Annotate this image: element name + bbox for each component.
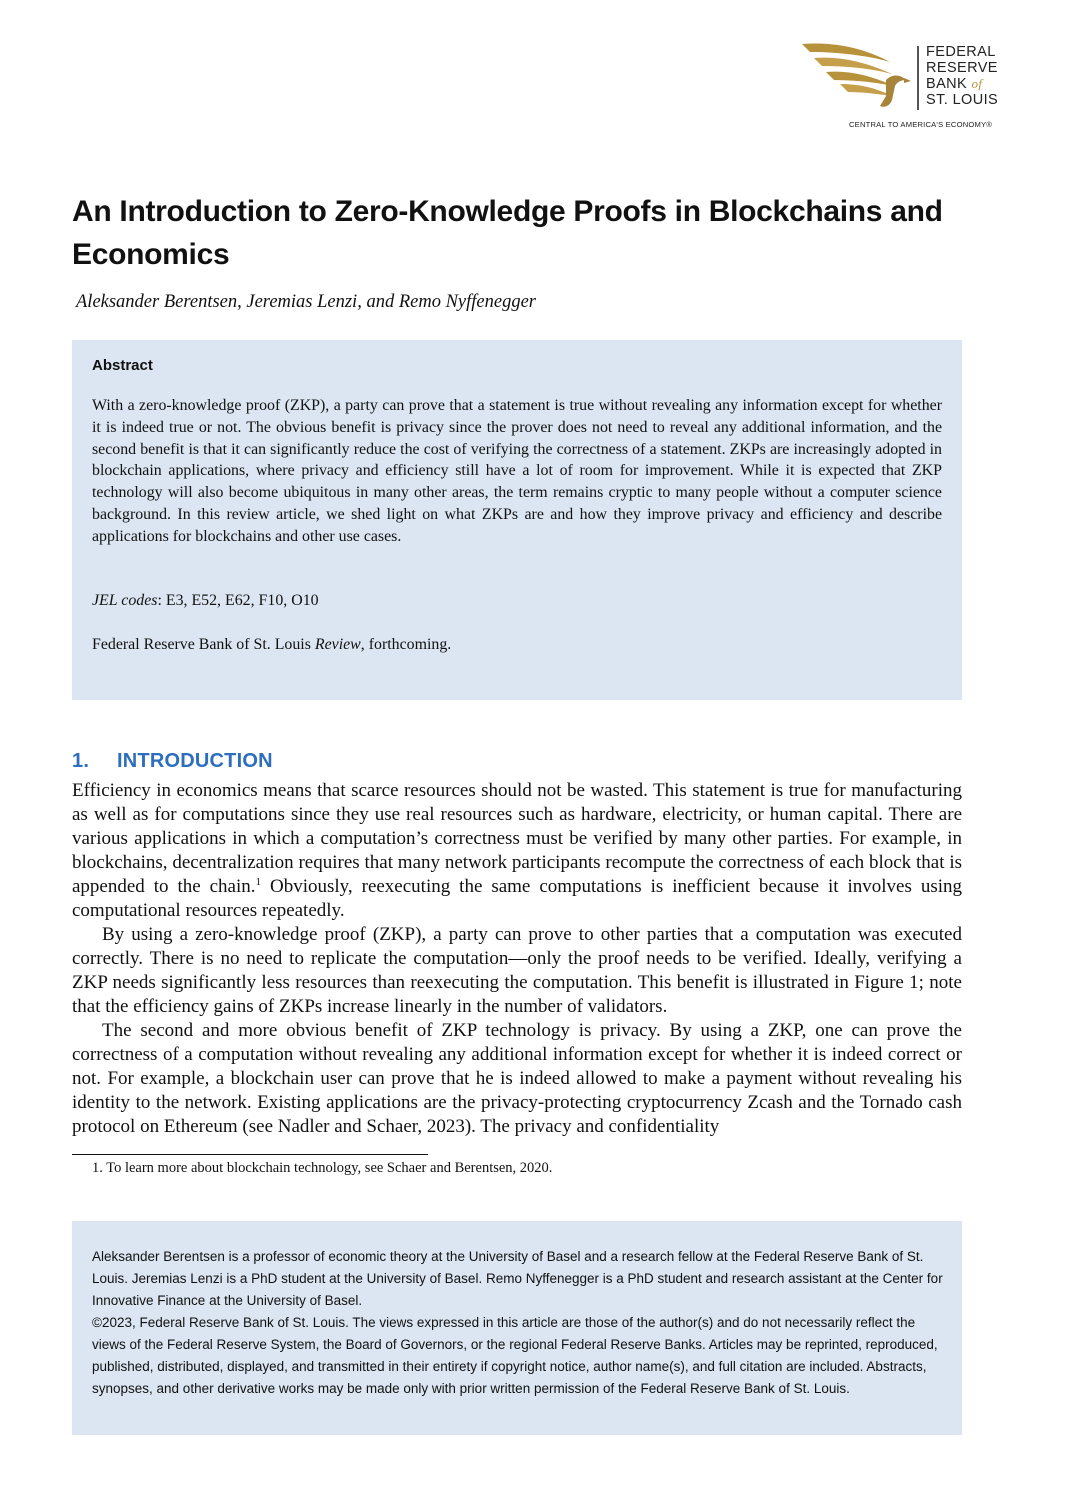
- jel-codes: [92, 592, 319, 610]
- logo-bank: BANK: [926, 76, 968, 92]
- jel-values: : E3, E52, E62, F10, O10: [157, 592, 319, 609]
- review-prefix: Federal Reserve Bank of St. Louis: [92, 636, 315, 653]
- logo-line-4: ST. LOUIS: [926, 91, 999, 108]
- introduction-body: [72, 779, 962, 1139]
- author-info-box: [72, 1221, 962, 1435]
- author-info: [92, 1246, 944, 1400]
- section-title: INTRODUCTION: [117, 750, 273, 772]
- paper-authors: Aleksander Berentsen, Jeremias Lenzi, and Remo Nyffenegger: [76, 292, 536, 312]
- eagle-logo-icon: [800, 40, 912, 110]
- paragraph-1-text-a: Efficiency in economics means that scarce resources should not be wasted. This statement is true for manufacturing as well as for computations since they use real resources such as hardware, electricity, or human capital. There are various applications in which a computation’s correctness must be verified by many other parties. For example, in blockchains, decentralization requires that many network participants recompute the correctness of each block that is appended to the chain.: [72, 780, 962, 897]
- review-suffix: , forthcoming.: [360, 636, 452, 653]
- footnote-1: 1. To learn more about blockchain technology, see Schaer and Berentsen, 2020.: [92, 1160, 553, 1176]
- author-bio: Aleksander Berentsen is a professor of economic theory at the University of Basel and a research fellow at the Federal Reserve Bank of St. Louis. Jeremias Lenzi is a PhD student at the University of Basel. Remo Nyffenegger is a PhD student and research assistant at the Center for Innovative Finance at the University of Basel.: [92, 1249, 943, 1308]
- logo-of: of: [971, 76, 983, 91]
- footnote-divider: [72, 1154, 428, 1155]
- paragraph-3: The second and more obvious benefit of ZKP technology is privacy. By using a ZKP, one can prove the correctness of a computation without revealing any additional information except for whether it is indeed correct or not. For example, a blockchain user can prove that he is indeed allowed to make a payment without revealing his identity to the network. Existing applications are the privacy-protecting cryptocurrency Zcash and the Tornado cash protocol on Ethereum (see Nadler and Schaer, 2023). The privacy and confidentiality: [72, 1020, 962, 1137]
- logo-line-3: [926, 76, 998, 93]
- logo-wordmark: [926, 45, 998, 108]
- review-note: [92, 636, 451, 654]
- paragraph-2: By using a zero-knowledge proof (ZKP), a party can prove to other parties that a computation was executed correctly. There is no need to replicate the computation—only the proof needs to be verified. Ideally, verifying a ZKP needs significantly less resources than reexecuting the computation. This benefit is illustrated in Figure 1; note that the efficiency gains of ZKPs increase linearly in the number of validators.: [72, 924, 962, 1017]
- paragraph-1: [72, 779, 962, 923]
- paragraph-1-text-b: Obviously, reexecuting the same computations is inefficient because it involves using computational resources repeatedly.: [72, 876, 963, 921]
- logo-line-1: FEDERAL: [926, 44, 996, 60]
- logo-line-2: RESERVE: [926, 59, 998, 76]
- section-heading-introduction: [72, 750, 273, 773]
- paper-title: An Introduction to Zero-Knowledge Proofs in Blockchains and Economics: [72, 195, 943, 271]
- copyright-notice: ©2023, Federal Reserve Bank of St. Louis. The views expressed in this article are those of the author(s) and do not necessarily reflect the views of the Federal Reserve System, the Board of Governors, or the regional Federal Reserve Banks. Articles may be reprinted, reproduced, published, distributed, displayed, and transmitted in their entirety if copyright notice, author name(s), and full citation are included. Abstracts, synopses, and other derivative works may be made only with prior written permission of the Federal Reserve Bank of St. Louis.: [92, 1315, 938, 1396]
- abstract-text: With a zero-knowledge proof (ZKP), a party can prove that a statement is true without revealing any information except for whether it is indeed true or not. The obvious benefit is privacy since the prover does not need to reveal any additional information, and the second benefit is that it can significantly reduce the cost of verifying the correctness of a statement. ZKPs are increasingly adopted in blockchain applications, where privacy and efficiency still have a lot of room for improvement. While it is expected that ZKP technology will also become ubiquitous in many other areas, the term remains cryptic to many people without a computer science background. In this review article, we shed light on what ZKPs are and how they improve privacy and efficiency and describe applications for blockchains and other use cases.: [92, 397, 942, 545]
- logo-divider: [917, 46, 919, 110]
- abstract-box: [72, 340, 962, 700]
- fed-logo: [800, 40, 1030, 132]
- section-number: 1.: [72, 750, 90, 772]
- jel-label: JEL codes: [92, 592, 158, 609]
- logo-tagline: CENTRAL TO AMERICA'S ECONOMY®: [849, 120, 993, 129]
- abstract-heading: Abstract: [92, 357, 153, 374]
- review-italic: Review: [314, 636, 361, 653]
- footnote-ref-1[interactable]: 1: [255, 876, 262, 888]
